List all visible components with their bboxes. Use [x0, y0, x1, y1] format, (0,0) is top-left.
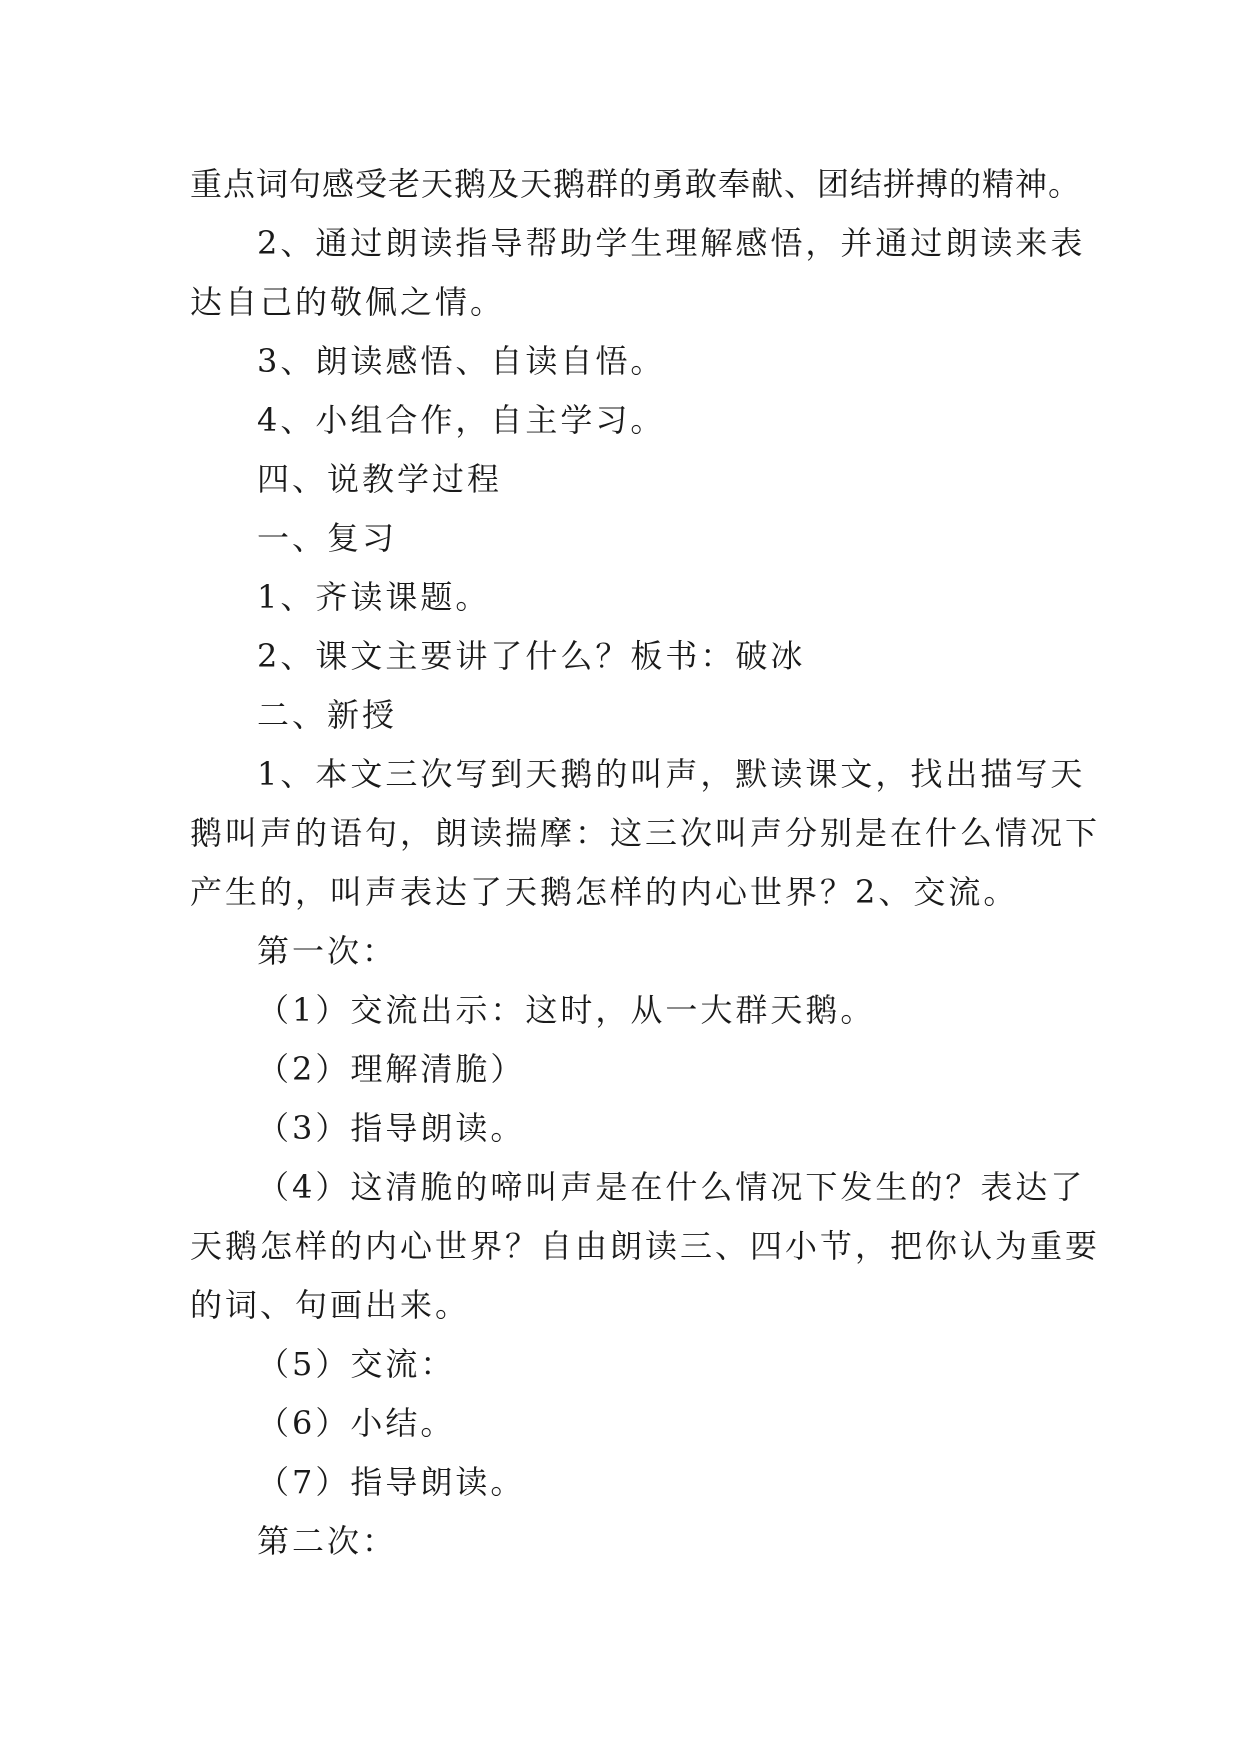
text-line: 2、课文主要讲了什么？板书：破冰 — [257, 637, 806, 675]
text-line: 1、本文三次写到天鹅的叫声，默读课文，找出描写天 — [257, 755, 1086, 793]
text-line: 1、齐读课题。 — [257, 578, 491, 616]
document-body — [190, 155, 1101, 1571]
text-line: 3、朗读感悟、自读自悟。 — [257, 342, 666, 380]
section-heading: 二、新授 — [257, 696, 398, 734]
text-line: 达自己的敬佩之情。 — [190, 283, 506, 321]
list-item: （4）这清脆的啼叫声是在什么情况下发生的？表达了 — [257, 1168, 1086, 1206]
list-item: （1）交流出示：这时，从一大群天鹅。 — [257, 991, 876, 1029]
text-line: 的词、句画出来。 — [190, 1286, 471, 1324]
list-item: （7）指导朗读。 — [257, 1463, 526, 1501]
text-line: 鹅叫声的语句，朗读揣摩：这三次叫声分别是在什么情况下 — [190, 814, 1101, 852]
text-line: 第二次： — [257, 1522, 398, 1560]
text-line: 产生的，叫声表达了天鹅怎样的内心世界？2、交流。 — [190, 873, 1019, 911]
list-item: （2）理解清脆） — [257, 1050, 526, 1088]
list-item: （5）交流： — [257, 1345, 456, 1383]
text-line: 4、小组合作，自主学习。 — [257, 401, 666, 439]
text-line: 天鹅怎样的内心世界？自由朗读三、四小节，把你认为重要 — [190, 1227, 1101, 1265]
list-item: （3）指导朗读。 — [257, 1109, 526, 1147]
section-heading: 一、复习 — [257, 519, 398, 557]
text-line: 2、通过朗读指导帮助学生理解感悟，并通过朗读来表 — [257, 224, 1086, 262]
text-line: 重点词句感受老天鹅及天鹅群的勇敢奉献、团结拼搏的精神。 — [190, 165, 1082, 203]
section-heading: 四、说教学过程 — [257, 460, 503, 498]
text-line: 第一次： — [257, 932, 398, 970]
list-item: （6）小结。 — [257, 1404, 456, 1442]
